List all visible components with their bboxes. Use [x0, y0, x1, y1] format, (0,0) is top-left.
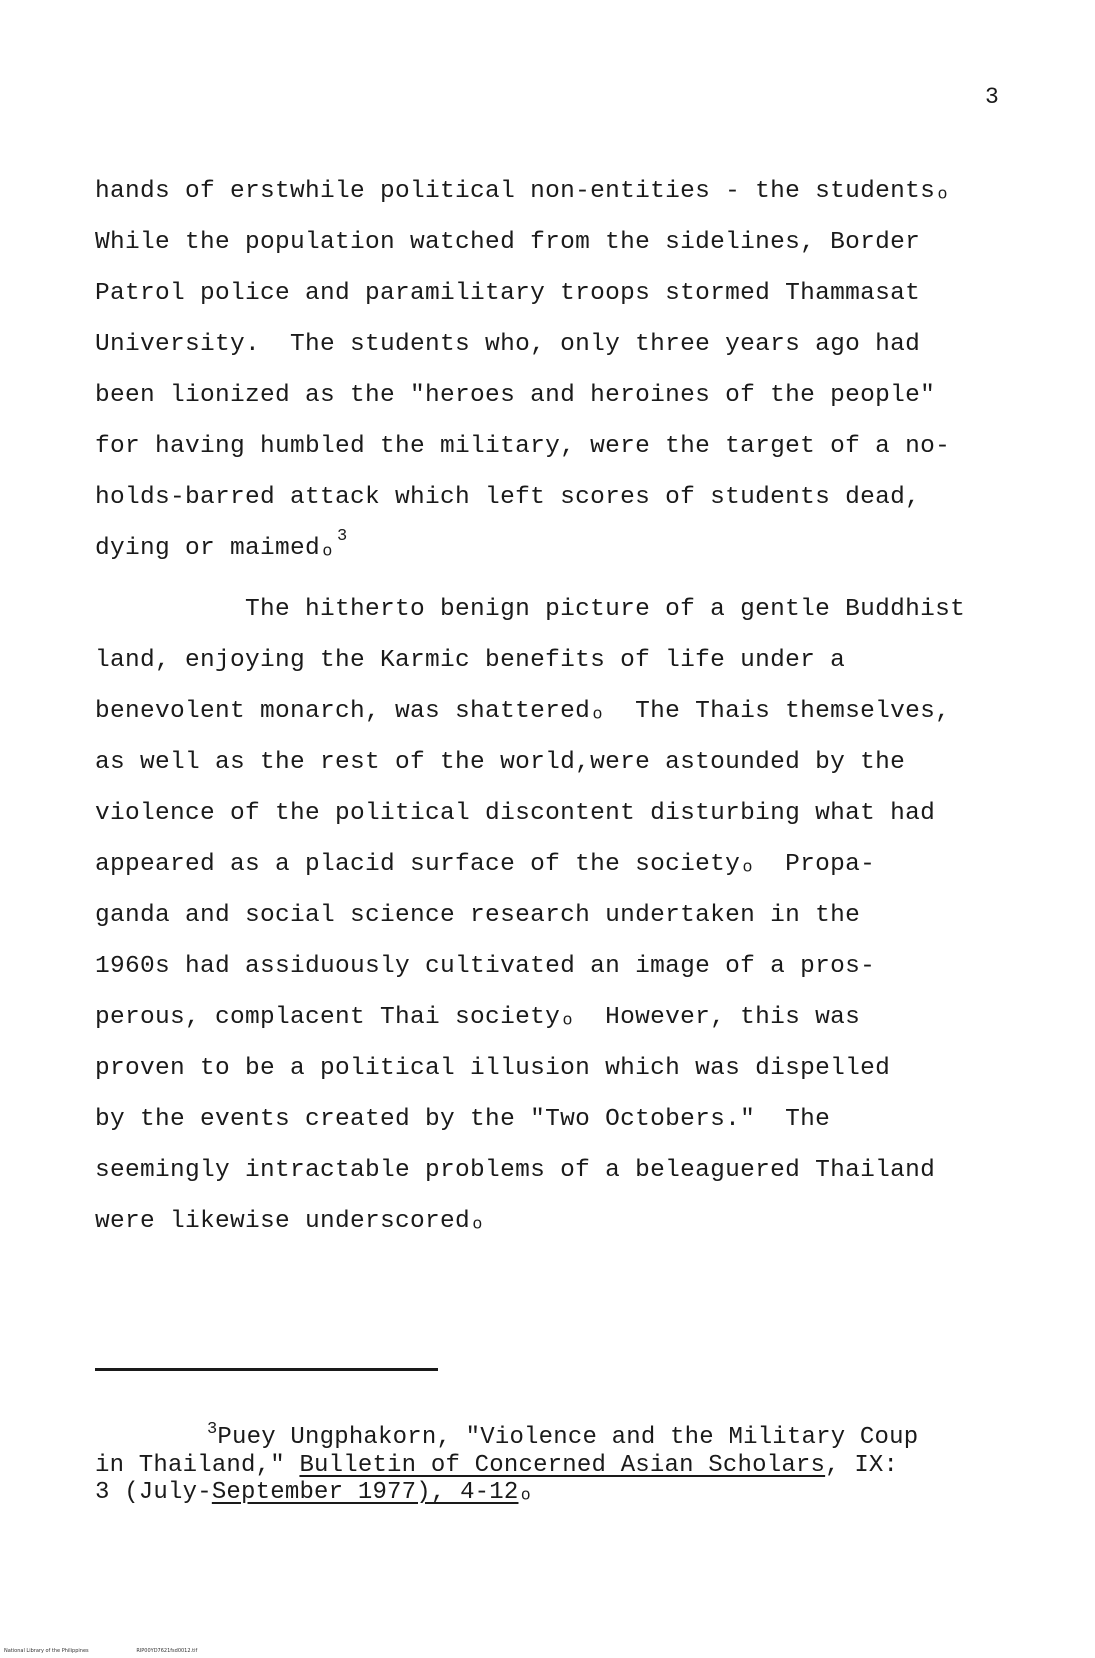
text-line: proven to be a political illusion which was dispelled	[95, 1055, 891, 1082]
text-line: perous, complacent Thai societyₒ However, this was	[95, 1004, 861, 1031]
footnote-text: 3 (July-	[95, 1479, 212, 1506]
text-line: While the population watched from the sidelines, Border	[95, 229, 921, 256]
text-line: University. The students who, only three years ago had	[95, 331, 921, 358]
text-line: The hitherto benign picture of a gentle Buddhist	[95, 596, 966, 623]
text-line: holds-barred attack which left scores of students dead,	[95, 484, 921, 511]
footnote-text: in Thailand,"	[95, 1452, 300, 1479]
footnote-citation-detail: September 1977), 4-12	[211, 1479, 519, 1506]
scan-library-name: National Library of the Philippines	[4, 1648, 89, 1654]
text-line: violence of the political discontent disturbing what had	[95, 800, 936, 827]
text-line: ganda and social science research undertaken in the	[95, 902, 861, 929]
text-line: by the events created by the "Two Octobers." The	[95, 1106, 831, 1133]
text-line: been lionized as the "heroes and heroines of the people"	[95, 382, 936, 409]
footnote-reference: 3	[337, 527, 348, 546]
footnote-text: , IX:	[825, 1452, 899, 1479]
text-line: Patrol police and paramilitary troops stormed Thammasat	[95, 280, 921, 307]
scan-file-id: RIP00YD7621fsd0012.tif	[136, 1648, 198, 1654]
scan-footer	[4, 1648, 197, 1654]
text-line: seemingly intractable problems of a beleaguered Thailand	[95, 1157, 936, 1184]
footnote-line	[95, 1479, 533, 1506]
text-line: benevolent monarch, was shatteredₒ The Thais themselves,	[95, 698, 951, 725]
text-line: land, enjoying the Karmic benefits of life under a	[95, 647, 846, 674]
text-line: were likewise underscoredₒ	[95, 1208, 486, 1235]
footnote-line	[95, 1452, 898, 1479]
text-line: 1960s had assiduously cultivated an image of a pros-	[95, 953, 876, 980]
text-line: dying or maimedₒ	[95, 535, 336, 562]
footnote-separator	[95, 1368, 438, 1371]
text-line: appeared as a placid surface of the societyₒ Propa-	[95, 851, 876, 878]
text-line: for having humbled the military, were the target of a no-	[95, 433, 951, 460]
footnote-marker: 3	[207, 1420, 218, 1439]
text-line: as well as the rest of the world,were astounded by the	[95, 749, 906, 776]
footnote-text: ₒ	[518, 1479, 534, 1506]
footnote-text: Puey Ungphakorn, "Violence and the Military Coup	[217, 1424, 919, 1451]
page-number: 3	[985, 84, 999, 110]
footnote-line	[207, 1420, 919, 1451]
text-line: hands of erstwhile political non-entities - the studentsₒ	[95, 178, 951, 205]
footnote-publication-title: Bulletin of Concerned Asian Scholars	[299, 1452, 826, 1479]
text-line-with-footnote-ref	[95, 527, 348, 562]
